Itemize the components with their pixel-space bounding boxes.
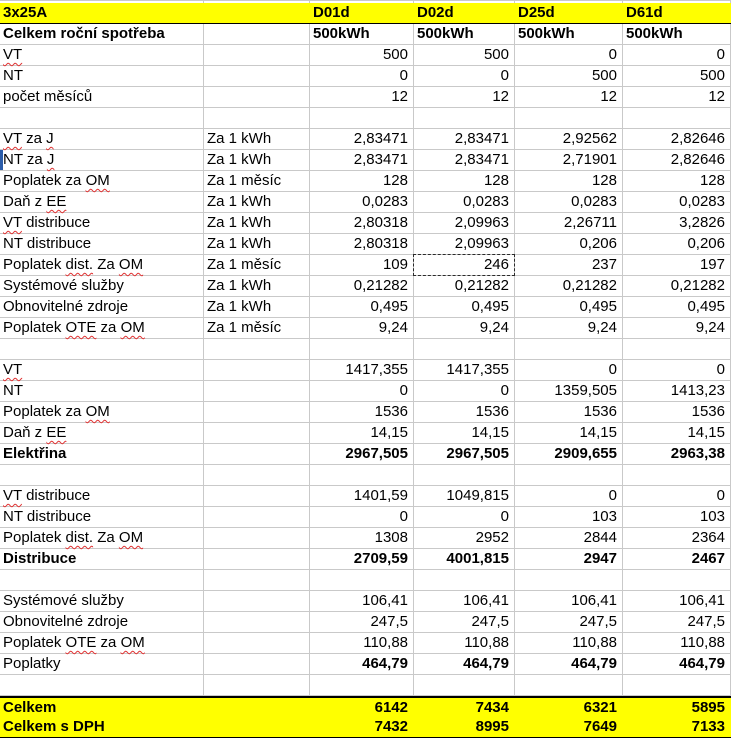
value-cell-d01d[interactable]: 1401,59 [310, 486, 414, 507]
row-label-cell[interactable]: počet měsíců [0, 87, 204, 108]
unit-cell[interactable]: Za 1 měsíc [204, 318, 310, 339]
spreadsheet-row [0, 444, 731, 465]
spreadsheet-row [0, 129, 731, 150]
spreadsheet-row [0, 234, 731, 255]
unit-cell[interactable] [204, 633, 310, 654]
row-label-cell[interactable]: Distribuce [0, 549, 204, 570]
row-label-cell[interactable] [0, 675, 204, 696]
row-label-cell[interactable]: Celkem s DPH [0, 717, 204, 737]
misspelled-word: OTE [65, 319, 97, 336]
value-cell-d25d[interactable] [515, 570, 623, 591]
spreadsheet-row [0, 255, 731, 276]
value-cell-d02d[interactable]: 0 [414, 381, 515, 402]
unit-cell[interactable] [204, 24, 310, 45]
misspelled-word: OM [120, 319, 145, 336]
spreadsheet-row [0, 549, 731, 570]
value-cell-d01d[interactable]: 2709,59 [310, 549, 414, 570]
row-label-cell[interactable] [0, 108, 204, 129]
value-cell-d01d[interactable]: 1308 [310, 528, 414, 549]
row-label-cell[interactable]: Celkem [0, 698, 204, 718]
spreadsheet-row [0, 402, 731, 423]
spreadsheet-row [0, 66, 731, 87]
value-cell-d02d[interactable]: 247,5 [414, 612, 515, 633]
value-cell-d25d[interactable]: 2909,655 [515, 444, 623, 465]
unit-cell[interactable]: Za 1 měsíc [204, 255, 310, 276]
value-cell-d61d[interactable]: 197 [623, 255, 731, 276]
unit-cell[interactable] [204, 108, 310, 129]
value-cell-d02d[interactable]: 1536 [414, 402, 515, 423]
value-cell-d25d[interactable]: 0,206 [515, 234, 623, 255]
spreadsheet-row [0, 465, 731, 486]
selection-edge-marker [0, 150, 3, 170]
value-cell-d25d[interactable]: 0,21282 [515, 276, 623, 297]
misspelled-word: VT [3, 130, 22, 147]
value-cell-d61d[interactable] [623, 465, 731, 486]
spreadsheet-row [0, 150, 731, 171]
value-cell-d02d[interactable]: 0 [414, 507, 515, 528]
value-cell-d01d[interactable]: 500kWh [310, 24, 414, 45]
row-label-cell[interactable]: NT [0, 381, 204, 402]
value-cell-d02d[interactable]: 12 [414, 87, 515, 108]
value-cell-d25d[interactable] [515, 675, 623, 696]
row-label-cell[interactable]: Obnovitelné zdroje [0, 612, 204, 633]
row-label-cell[interactable]: VT distribuce [0, 486, 204, 507]
misspelled-word: VT [3, 214, 22, 231]
value-cell-d61d[interactable]: 110,88 [623, 633, 731, 654]
value-cell-d02d[interactable]: 500 [414, 45, 515, 66]
spreadsheet-row [0, 108, 731, 129]
header-row [0, 3, 731, 24]
value-cell-d01d[interactable]: 6142 [310, 698, 414, 718]
value-cell-d01d[interactable]: 464,79 [310, 654, 414, 675]
total-row [0, 696, 731, 717]
unit-cell[interactable]: Za 1 kWh [204, 213, 310, 234]
value-cell-d01d[interactable]: 12 [310, 87, 414, 108]
unit-cell[interactable] [204, 87, 310, 108]
value-cell-d25d[interactable]: 2,26711 [515, 213, 623, 234]
value-cell-d25d[interactable] [515, 339, 623, 360]
value-cell-d02d[interactable] [414, 675, 515, 696]
value-cell-d02d[interactable]: 1049,815 [414, 486, 515, 507]
spreadsheet-row [0, 633, 731, 654]
value-cell-d01d[interactable]: 2,83471 [310, 129, 414, 150]
spreadsheet-row [0, 423, 731, 444]
value-cell-d02d[interactable]: 128 [414, 171, 515, 192]
unit-cell[interactable] [204, 675, 310, 696]
unit-cell[interactable] [204, 3, 310, 23]
spreadsheet-row [0, 24, 731, 45]
value-cell-d25d[interactable]: 9,24 [515, 318, 623, 339]
value-cell-d61d[interactable] [623, 108, 731, 129]
value-cell-d61d[interactable]: 3,2826 [623, 213, 731, 234]
value-cell-d25d[interactable]: 7649 [515, 717, 623, 737]
misspelled-word: EE [46, 193, 67, 210]
unit-cell[interactable] [204, 549, 310, 570]
value-cell-d01d[interactable]: 106,41 [310, 591, 414, 612]
row-label-cell[interactable] [0, 360, 204, 381]
value-cell-d01d[interactable]: 1536 [310, 402, 414, 423]
row-label-cell[interactable] [0, 339, 204, 360]
value-cell-d25d[interactable]: 2,71901 [515, 150, 623, 171]
value-cell-d25d[interactable]: 464,79 [515, 654, 623, 675]
value-cell-d01d[interactable]: 2,80318 [310, 213, 414, 234]
value-cell-d61d[interactable]: 247,5 [623, 612, 731, 633]
value-cell-d01d[interactable]: 2967,505 [310, 444, 414, 465]
value-cell-d61d[interactable]: 0,0283 [623, 192, 731, 213]
unit-cell[interactable]: Za 1 kWh [204, 276, 310, 297]
row-label-cell[interactable] [0, 45, 204, 66]
spreadsheet-row [0, 276, 731, 297]
value-cell-d02d[interactable]: 0,21282 [414, 276, 515, 297]
value-cell-d01d[interactable]: 0,21282 [310, 276, 414, 297]
value-cell-d61d[interactable]: 0 [623, 360, 731, 381]
spreadsheet-row [0, 486, 731, 507]
value-cell-d25d[interactable]: 110,88 [515, 633, 623, 654]
row-label-cell[interactable]: NT distribuce [0, 507, 204, 528]
unit-cell[interactable] [204, 444, 310, 465]
row-label-cell[interactable]: NT distribuce [0, 234, 204, 255]
value-cell-d02d[interactable] [414, 108, 515, 129]
value-cell-d61d[interactable] [623, 675, 731, 696]
misspelled-word: VT [3, 487, 22, 504]
value-cell-d25d[interactable]: 12 [515, 87, 623, 108]
value-cell-d25d[interactable]: 500kWh [515, 24, 623, 45]
row-label-cell[interactable]: Obnovitelné zdroje [0, 297, 204, 318]
unit-cell[interactable]: Za 1 kWh [204, 234, 310, 255]
spreadsheet-row [0, 171, 731, 192]
value-cell-d02d[interactable]: 106,41 [414, 591, 515, 612]
value-cell-d61d[interactable]: 9,24 [623, 318, 731, 339]
misspelled-word: OM [85, 403, 110, 420]
value-cell-d02d[interactable] [414, 339, 515, 360]
value-cell-d25d[interactable]: 0 [515, 45, 623, 66]
spreadsheet-row [0, 654, 731, 675]
value-cell-d01d[interactable]: 14,15 [310, 423, 414, 444]
value-cell-d01d[interactable] [310, 675, 414, 696]
value-cell-d02d[interactable]: 14,15 [414, 423, 515, 444]
value-cell-d01d[interactable]: D01d [310, 3, 414, 23]
value-cell-d01d[interactable] [310, 570, 414, 591]
unit-cell[interactable] [204, 66, 310, 87]
unit-cell[interactable] [204, 698, 310, 718]
row-label-cell[interactable]: 3x25A [0, 3, 204, 23]
value-cell-d01d[interactable] [310, 339, 414, 360]
value-cell-d61d[interactable]: 464,79 [623, 654, 731, 675]
unit-cell[interactable]: Za 1 kWh [204, 129, 310, 150]
unit-cell[interactable]: Za 1 kWh [204, 192, 310, 213]
misspelled-word: OM [85, 172, 110, 189]
value-cell-d01d[interactable]: 9,24 [310, 318, 414, 339]
value-cell-d61d[interactable]: 14,15 [623, 423, 731, 444]
misspelled-word: VT [3, 361, 23, 378]
value-cell-d01d[interactable]: 0 [310, 66, 414, 87]
value-cell-d25d[interactable]: 0 [515, 486, 623, 507]
unit-cell[interactable] [204, 591, 310, 612]
value-cell-d61d[interactable]: 128 [623, 171, 731, 192]
misspelled-word: EE [46, 424, 67, 441]
value-cell-d61d[interactable]: 0 [623, 45, 731, 66]
value-cell-d01d[interactable]: 0 [310, 507, 414, 528]
value-cell-d61d[interactable]: 7133 [623, 717, 731, 737]
unit-cell[interactable] [204, 381, 310, 402]
value-cell-d01d[interactable] [310, 108, 414, 129]
value-cell-d61d[interactable]: 2467 [623, 549, 731, 570]
misspelled-word: dist. [65, 256, 94, 273]
row-label-cell[interactable]: Poplatek za OM [0, 402, 204, 423]
row-label-cell[interactable]: Systémové služby [0, 276, 204, 297]
value-cell-d61d[interactable]: D61d [623, 3, 731, 23]
unit-cell[interactable]: Za 1 kWh [204, 297, 310, 318]
value-cell-d25d[interactable]: 500 [515, 66, 623, 87]
unit-cell[interactable] [204, 528, 310, 549]
row-label-cell[interactable]: NT za J [0, 150, 204, 171]
value-cell-d02d[interactable]: 2,83471 [414, 150, 515, 171]
spreadsheet-row [0, 297, 731, 318]
value-cell-d02d[interactable]: 0,0283 [414, 192, 515, 213]
spreadsheet-row [0, 591, 731, 612]
row-label-cell[interactable] [0, 570, 204, 591]
value-cell-d61d[interactable]: 12 [623, 87, 731, 108]
value-cell-d61d[interactable]: 1536 [623, 402, 731, 423]
row-label-cell[interactable]: Elektřina [0, 444, 204, 465]
value-cell-d61d[interactable] [623, 339, 731, 360]
value-cell-d02d[interactable]: 2,83471 [414, 129, 515, 150]
row-label-cell[interactable]: Poplatek dist. Za OM [0, 528, 204, 549]
spreadsheet-row [0, 570, 731, 591]
value-cell-d02d[interactable]: 2952 [414, 528, 515, 549]
value-cell-d02d[interactable]: 500kWh [414, 24, 515, 45]
unit-cell[interactable] [204, 486, 310, 507]
value-cell-d61d[interactable]: 106,41 [623, 591, 731, 612]
misspelled-word: OM [118, 529, 144, 546]
value-cell-d61d[interactable]: 2,82646 [623, 129, 731, 150]
value-cell-d61d[interactable]: 0 [623, 486, 731, 507]
value-cell-d61d[interactable] [623, 570, 731, 591]
row-label-cell[interactable]: Celkem roční spotřeba [0, 24, 204, 45]
value-cell-d02d[interactable]: 2,09963 [414, 213, 515, 234]
row-label-cell[interactable]: Daň z EE [0, 423, 204, 444]
value-cell-d01d[interactable] [310, 465, 414, 486]
value-cell-d25d[interactable]: 0,0283 [515, 192, 623, 213]
value-cell-d25d[interactable]: 128 [515, 171, 623, 192]
value-cell-d02d[interactable]: 0 [414, 66, 515, 87]
table-body [0, 3, 731, 738]
value-cell-d25d[interactable]: 2,92562 [515, 129, 623, 150]
row-label-cell[interactable]: Poplatek za OM [0, 171, 204, 192]
value-cell-d25d[interactable]: 106,41 [515, 591, 623, 612]
row-label-cell[interactable]: Daň z EE [0, 192, 204, 213]
value-cell-d01d[interactable]: 109 [310, 255, 414, 276]
value-cell-d02d[interactable]: 9,24 [414, 318, 515, 339]
row-label-cell[interactable]: Poplatek OTE za OM [0, 633, 204, 654]
misspelled-word: OM [120, 634, 145, 651]
row-label-cell[interactable] [0, 465, 204, 486]
misspelled-word: J [46, 151, 55, 168]
row-label-cell[interactable]: VT distribuce [0, 213, 204, 234]
misspelled-word: OTE [65, 634, 97, 651]
value-cell-d02d[interactable]: D02d [414, 3, 515, 23]
value-cell-d25d[interactable]: 103 [515, 507, 623, 528]
value-cell-d01d[interactable]: 500 [310, 45, 414, 66]
spreadsheet-row [0, 339, 731, 360]
unit-cell[interactable] [204, 570, 310, 591]
value-cell-d61d[interactable]: 5895 [623, 698, 731, 718]
value-cell-d61d[interactable]: 500 [623, 66, 731, 87]
spreadsheet-row [0, 318, 731, 339]
unit-cell[interactable] [204, 339, 310, 360]
value-cell-d02d[interactable]: 1417,355 [414, 360, 515, 381]
value-cell-d25d[interactable]: D25d [515, 3, 623, 23]
spreadsheet-row [0, 45, 731, 66]
spreadsheet-row [0, 381, 731, 402]
value-cell-d01d[interactable]: 128 [310, 171, 414, 192]
spreadsheet-row [0, 612, 731, 633]
row-label-cell[interactable]: VT za J [0, 129, 204, 150]
value-cell-d02d[interactable]: 110,88 [414, 633, 515, 654]
value-cell-d01d[interactable]: 1417,355 [310, 360, 414, 381]
value-cell-d02d[interactable]: 0,495 [414, 297, 515, 318]
row-label-cell[interactable]: Poplatek OTE za OM [0, 318, 204, 339]
value-cell-d61d[interactable]: 103 [623, 507, 731, 528]
value-cell-d01d[interactable]: 0 [310, 381, 414, 402]
value-cell-d02d[interactable] [414, 570, 515, 591]
unit-cell[interactable] [204, 717, 310, 737]
copy-marquee-cell[interactable]: 246 [414, 255, 515, 276]
value-cell-d01d[interactable]: 2,83471 [310, 150, 414, 171]
unit-cell[interactable] [204, 612, 310, 633]
value-cell-d61d[interactable]: 2364 [623, 528, 731, 549]
value-cell-d02d[interactable] [414, 465, 515, 486]
misspelled-word: OM [118, 256, 144, 273]
misspelled-word: J [46, 130, 54, 147]
value-cell-d02d[interactable]: 464,79 [414, 654, 515, 675]
value-cell-d61d[interactable]: 0,495 [623, 297, 731, 318]
value-cell-d01d[interactable]: 7432 [310, 717, 414, 737]
row-label-cell[interactable]: Systémové služby [0, 591, 204, 612]
row-label-cell[interactable]: Poplatek dist. Za OM [0, 255, 204, 276]
value-cell-d25d[interactable]: 1359,505 [515, 381, 623, 402]
spreadsheet-row [0, 192, 731, 213]
spreadsheet-row [0, 213, 731, 234]
value-cell-d61d[interactable]: 1413,23 [623, 381, 731, 402]
row-label-cell[interactable]: Poplatky [0, 654, 204, 675]
unit-cell[interactable] [204, 360, 310, 381]
value-cell-d61d[interactable]: 2963,38 [623, 444, 731, 465]
value-cell-d02d[interactable]: 2,09963 [414, 234, 515, 255]
unit-cell[interactable]: Za 1 kWh [204, 150, 310, 171]
unit-cell[interactable]: Za 1 měsíc [204, 171, 310, 192]
row-label-cell[interactable]: NT [0, 66, 204, 87]
unit-cell[interactable] [204, 45, 310, 66]
value-cell-d01d[interactable]: 0,0283 [310, 192, 414, 213]
value-cell-d25d[interactable]: 2844 [515, 528, 623, 549]
value-cell-d01d[interactable]: 2,80318 [310, 234, 414, 255]
value-cell-d61d[interactable]: 2,82646 [623, 150, 731, 171]
value-cell-d02d[interactable]: 2967,505 [414, 444, 515, 465]
value-cell-d25d[interactable]: 14,15 [515, 423, 623, 444]
spreadsheet-row [0, 507, 731, 528]
value-cell-d25d[interactable] [515, 465, 623, 486]
spreadsheet-row [0, 87, 731, 108]
misspelled-word: VT [3, 46, 23, 63]
value-cell-d25d[interactable]: 237 [515, 255, 623, 276]
value-cell-d25d[interactable]: 6321 [515, 698, 623, 718]
spreadsheet-row [0, 675, 731, 696]
value-cell-d01d[interactable]: 0,495 [310, 297, 414, 318]
value-cell-d02d[interactable]: 8995 [414, 717, 515, 737]
unit-cell[interactable] [204, 507, 310, 528]
value-cell-d25d[interactable] [515, 108, 623, 129]
value-cell-d25d[interactable]: 0,495 [515, 297, 623, 318]
value-cell-d25d[interactable]: 1536 [515, 402, 623, 423]
value-cell-d25d[interactable]: 247,5 [515, 612, 623, 633]
value-cell-d02d[interactable]: 4001,815 [414, 549, 515, 570]
value-cell-d01d[interactable]: 247,5 [310, 612, 414, 633]
value-cell-d61d[interactable]: 0,206 [623, 234, 731, 255]
value-cell-d25d[interactable]: 2947 [515, 549, 623, 570]
unit-cell[interactable] [204, 402, 310, 423]
unit-cell[interactable] [204, 465, 310, 486]
unit-cell[interactable] [204, 654, 310, 675]
value-cell-d61d[interactable]: 500kWh [623, 24, 731, 45]
spreadsheet-row [0, 360, 731, 381]
misspelled-word: dist. [65, 529, 94, 546]
unit-cell[interactable] [204, 423, 310, 444]
total-row [0, 717, 731, 738]
value-cell-d02d[interactable]: 7434 [414, 698, 515, 718]
spreadsheet-row [0, 528, 731, 549]
value-cell-d01d[interactable]: 110,88 [310, 633, 414, 654]
value-cell-d61d[interactable]: 0,21282 [623, 276, 731, 297]
value-cell-d25d[interactable]: 0 [515, 360, 623, 381]
